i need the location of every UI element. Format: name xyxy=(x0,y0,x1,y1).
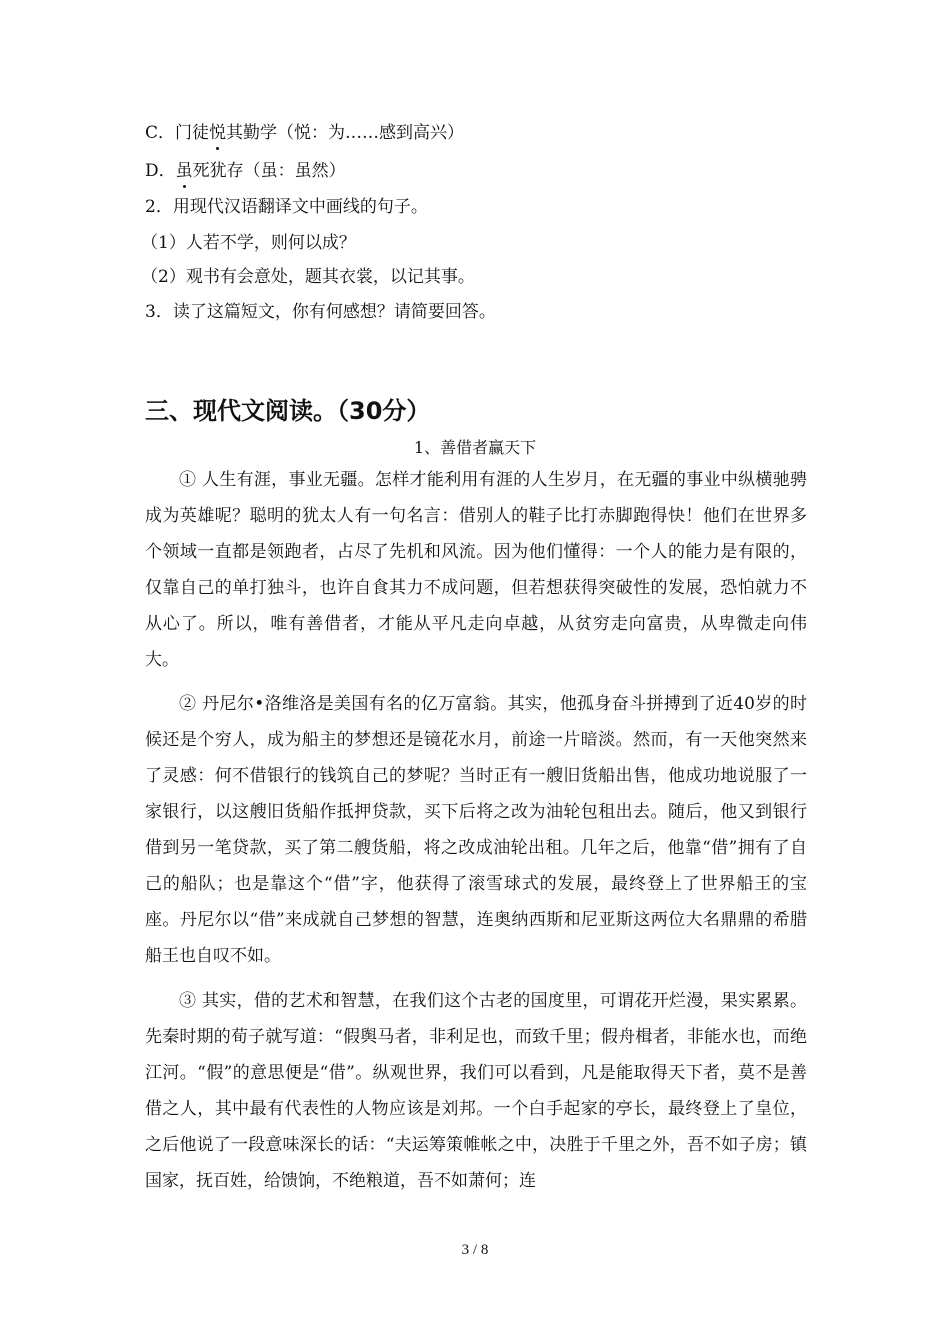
option-d-prefix: D． xyxy=(145,161,176,181)
section-title: 三、现代文阅读。（30分） xyxy=(145,397,431,425)
option-c xyxy=(145,121,464,145)
option-d xyxy=(145,159,346,183)
option-c-suffix: 其勤学（悦：为……感到高兴） xyxy=(226,123,465,143)
article-title: 1、善借者赢天下 xyxy=(413,438,537,457)
question-2-2: （2）观书有会意处，题其衣裳，以记其事。 xyxy=(141,267,475,287)
question-2-1: （1）人若不学，则何以成？ xyxy=(141,233,356,253)
option-c-prefix: C．门徒 xyxy=(145,123,210,143)
option-c-dotted-char: 悦 xyxy=(209,123,227,143)
option-d-dotted-char: 虽 xyxy=(175,161,193,181)
question-2: 2．用现代汉语翻译文中画线的句子。 xyxy=(145,197,428,217)
paragraph-1: ① 人生有涯，事业无疆。怎样才能利用有涯的人生岁月，在无疆的事业中纵横驰骋成为英雄呢？聪明的犹太人有一句名言：借别人的鞋子比打赤脚跑得快！他们在世界多个领域一直都是领跑者，占尽了先机和风流。因为他们懂得：一个人的能力是有限的，仅靠自己的单打独斗，也许自食其力不成问题，但若想获得突破性的发展，恐怕就力不从心了。所以，唯有善借者，才能从平凡走向卓越，从贫穷走向富贵，从卑微走向伟大。 xyxy=(145,470,807,670)
option-d-suffix: 死犹存（虽：虽然） xyxy=(192,161,346,181)
page-number: 3 / 8 xyxy=(461,1242,489,1258)
question-3: 3．读了这篇短文，你有何感想？请简要回答。 xyxy=(145,302,496,322)
paragraph-3: ③ 其实，借的艺术和智慧，在我们这个古老的国度里，可谓花开烂漫，果实累累。先秦时期的荀子就写道：“假舆马者，非利足也，而致千里；假舟楫者，非能水也，而绝江河。“假”的意思便是“借”。纵观世界，我们可以看到，凡是能取得天下者，莫不是善借之人，其中最有代表性的人物应该是刘邦。一个白手起家的亭长，最终登上了皇位，之后他说了一段意味深长的话：“夫运筹策帷帐之中，决胜于千里之外，吾不如子房；镇国家，抚百姓，给馈饷，不绝粮道，吾不如萧何；连 xyxy=(145,991,807,1191)
paragraph-2: ② 丹尼尔•洛维洛是美国有名的亿万富翁。其实，他孤身奋斗拼搏到了近40岁的时候还是个穷人，成为船主的梦想还是镜花水月，前途一片暗淡。然而，有一天他突然来了灵感：何不借银行的钱筑自己的梦呢？当时正有一艘旧货船出售，他成功地说服了一家银行，以这艘旧货船作抵押贷款，买下后将之改为油轮包租出去。随后，他又到银行借到另一笔贷款，买了第二艘货船，将之改成油轮出租。几年之后，他靠“借”拥有了自己的船队；也是靠这个“借”字，他获得了滚雪球式的发展，最终登上了世界船王的宝座。丹尼尔以“借”来成就自己梦想的智慧，连奥纳西斯和尼亚斯这两位大名鼎鼎的希腊船王也自叹不如。 xyxy=(145,694,807,966)
